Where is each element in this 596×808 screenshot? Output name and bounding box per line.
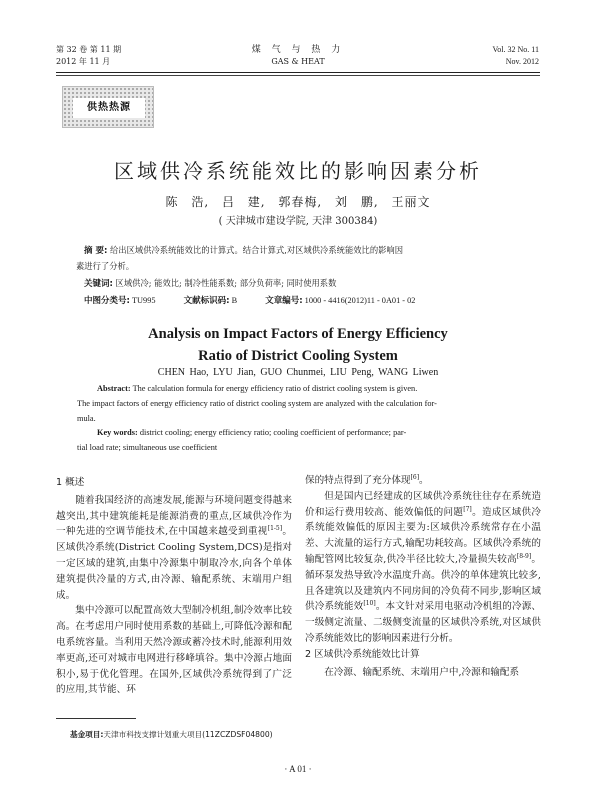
journal-name-zh: 煤 气 与 热 力 [251,45,345,55]
citation: [8-9] [516,552,532,560]
article-title-zh: 区域供冷系统能效比的影响因素分析 [114,159,482,183]
paragraph-text: 。 [419,475,429,486]
keywords-en-line2: tial load rate; simultaneous use coefficient [77,443,218,452]
title-en-line2: Ratio of District Cooling System [198,348,398,364]
abstract-en-line2: The impact factors of energy efficiency ratio of district cooling system are analyzed with the calculation for- [77,399,437,408]
date-line: 2012 年 11 月 [56,57,111,66]
keywords-en-label: Key words: [97,428,138,437]
paragraph-text: 。造成区域供冷系统能效偏低的原因主要为:区域供冷系统常存在小温差、大流量的运行方式,输配功耗较高。区域供冷系统的输配管网比较复杂,供冷半径比较大,冷量损失较高 [305,506,542,565]
paragraph: 在冷源、输配系统、末端用户中,冷源和输配系 [324,666,520,678]
section-heading-2: 2 区域供冷系统能效比计算 [305,648,420,660]
abstract-en-line3: mula. [77,414,96,423]
article-no-value: 1000 - 4416(2012)11 - 0A01 - 02 [304,296,416,305]
title-en-line1: Analysis on Impact Factors of Energy Efficiency [148,326,448,342]
abstract-zh [76,243,522,274]
page-number: · A 01 · [284,764,312,774]
abstract-zh-line1: 给出区域供冷系统能效比的计算式。结合计算式,对区域供冷系统能效比的影响因 [110,245,404,255]
doc-code-value: B [231,296,238,305]
paragraph [305,473,541,489]
clc-value: TU995 [131,296,156,305]
paragraph [305,489,541,647]
date-en-line: Nov. 2012 [505,57,539,66]
article-no-label: 文章编号: [265,296,303,306]
footnote-label: 基金项目: [70,730,104,739]
paragraph: 集中冷源可以配置高效大型制冷机组,制冷效率比较高。在考虑用户同时使用系数的基础上,可降低冷源和配电系统容量。当利用天然冷源或蓄冷技术时,能源利用效率更高,还可对城市电网进行移峰填谷。集中冷源占地面积小,易于优化管理。在国外,区域供冷系统得到了广泛的应用,其节能、环 [56,605,292,696]
journal-volume-en [493,44,539,68]
journal-name-en: GAS & HEAT [271,57,325,66]
affiliation-zh: ( 天津城市建设学院, 天津 300384) [218,216,378,227]
paragraph-text: 但是国内已经建成的区域供冷系统往往存在系统造价和运行费用较高、能效偏低的问题 [305,490,541,518]
header-rule-thin [56,75,540,76]
authors-zh: 陈 浩, 吕 建, 郭春梅, 刘 鹏, 王丽文 [165,195,431,209]
header-rule [56,72,540,73]
citation: [10] [363,600,376,608]
volume-issue-line: 第 32 卷 第 11 期 [56,45,122,54]
doc-code-label: 文献标识码: [183,296,230,306]
keywords-zh-label: 关键词: [84,279,113,289]
authors-en: CHEN Hao, LYU Jian, GUO Chunmei, LIU Peng, WANG Liwen [157,367,439,378]
keywords-en [77,425,543,455]
keywords-zh-text: 区域供冷; 能效比; 制冷性能系数; 部分负荷率; 同时使用系数 [115,278,337,288]
keywords-zh [84,276,524,292]
paragraph-text: 保的特点得到了充分体现 [305,475,411,486]
footnote-text: 天津市科技支撑计划重大项目(11ZCZDSF04800) [103,730,273,739]
abstract-zh-line2: 素进行了分析。 [76,261,135,271]
paragraph-text: 。循环泵发热导致冷水温度升高。供冷的单体建筑比较多,且各建筑以及建筑内不同房间的冷负荷不同步,影响区域供冷系统能效 [305,553,541,613]
volume-en-line: Vol. 32 No. 11 [492,45,539,54]
footnote-rule [56,718,136,719]
body-column-left [56,475,292,698]
abstract-en-label: Abstract: [97,384,131,393]
abstract-en [77,381,543,426]
abstract-zh-label: 摘 要: [84,246,108,256]
citation: [6] [410,473,420,481]
body-column-right [305,473,541,680]
column-badge-label: 供热热源 [73,98,145,118]
column-badge [62,86,154,128]
paragraph-text: 随着我国经济的高速发展,能源与环境问题变得越来越突出,其中建筑能耗是能源消费的重点,区域供冷作为一种先进的空调节能技术,在中国越来越受到重视 [56,494,292,538]
paragraph-text: 。区域供冷系统(District Cooling System,DCS)是指对一定区域的建筑,由集中冷源集中制取冷水,向各个单体建筑提供冷量的方式,由冷源、输配系统、末端用户组成。 [56,526,292,601]
keywords-en-line1: district cooling; energy efficiency ratio; cooling coefficient of performance; par- [139,428,407,437]
footnote [70,729,273,740]
classification-line [84,293,524,309]
article-title-en [0,323,596,367]
citation: [7] [463,505,472,513]
abstract-en-line1: The calculation formula for energy efficiency ratio of district cooling system is given. [132,384,418,393]
paragraph [56,493,292,604]
section-heading-1: 1 概述 [56,477,85,488]
citation: [1-5] [267,525,283,533]
paragraph-text: 。本文针对采用电驱动冷机组的冷源、一级侧定流量、二级侧变流量的区域供冷系统,对区域供冷系统能效比的影响因素进行分析。 [305,601,542,644]
clc-label: 中图分类号: [84,296,130,306]
